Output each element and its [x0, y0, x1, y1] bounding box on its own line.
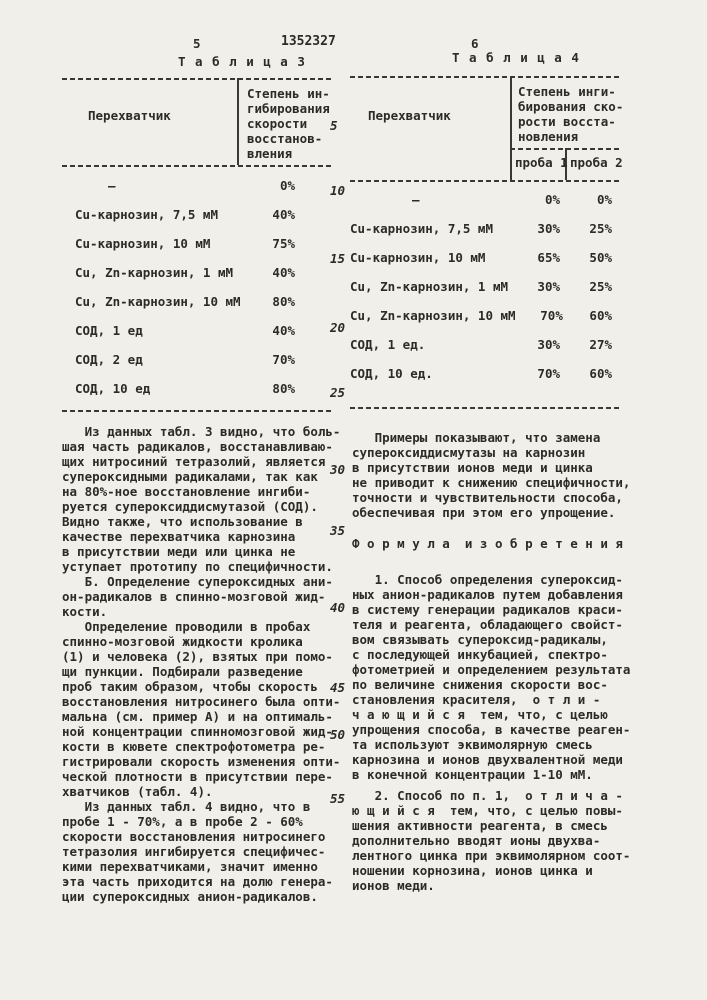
inhibition-value: 40% — [272, 265, 295, 280]
line-number: 10 — [330, 183, 346, 198]
inhibition-value: 0% — [279, 178, 295, 193]
claim-2: 2. Способ по п. 1, о т л и ч а - ю щ и й с я тем, что, с целью повы- шения активности реагента, в смесь дополнительно вводят ионы двухва- лентного цинка при эквимолярном соот- ношении корнозина, ионов цинка и ионов меди. — [352, 788, 631, 893]
scavenger-name: Cu-карнозин, 10 мМ — [350, 250, 486, 265]
line-number: 50 — [330, 727, 346, 742]
table3-col2-header: Степень ин- гибирования скорости восстанов- вления — [247, 86, 330, 161]
table3-caption: Т а б л и ц а 3 — [178, 54, 306, 69]
inhibition-value: 25% — [589, 279, 612, 294]
table-row — [62, 294, 332, 323]
table-row — [62, 352, 332, 381]
inhibition-value: 70% — [537, 366, 560, 381]
scavenger-name: – — [108, 178, 116, 193]
table3-bottom-rule — [62, 410, 332, 412]
inhibition-value: 30% — [537, 221, 560, 236]
line-number: 20 — [330, 320, 346, 335]
table4-rows — [350, 192, 622, 395]
table-row — [350, 279, 622, 308]
table-row — [62, 207, 332, 236]
table4-subheader-proba2: проба 2 — [570, 155, 623, 170]
table4-top-rule — [350, 76, 622, 78]
line-number: 30 — [330, 462, 346, 477]
left-page-number: 5 — [193, 36, 201, 51]
scavenger-name: Cu, Zn-карнозин, 1 мМ — [350, 279, 509, 294]
table3-rows — [62, 178, 332, 410]
line-number: 40 — [330, 600, 346, 615]
line-number: 5 — [330, 118, 338, 133]
paragraph-method: Определение проводили в пробах спинно-мозговой жидкости кролика (1) и человека (2), взятых при помо- щи пункции. Подбирали разведение проб таким образом, чтобы скорость восстановления нитросинего была опти- мальна (см. пример А) и на оптималь- ной концентрации спинномозговой жид- кости в кювете спектрофотометра ре- гистрировали скорость изменения опти- ческой плотности в присутствии пере- хватчиков (табл. 4). — [62, 619, 341, 799]
table-row — [350, 308, 622, 337]
table3-header-rule — [62, 165, 332, 167]
scavenger-name: Cu, Zn-карнозин, 10 мМ — [75, 294, 241, 309]
table-row — [350, 337, 622, 366]
scavenger-name: СОД, 1 ед — [75, 323, 143, 338]
patent-number: 1352327 — [281, 34, 336, 49]
table-row — [350, 250, 622, 279]
table-row — [62, 265, 332, 294]
line-number: 55 — [330, 791, 346, 806]
paragraph-table4-discussion: Из данных табл. 4 видно, что в пробе 1 - 70%, а в пробе 2 - 60% скорости восстановления нитросинего тетразолия ингибируется специфичес- кими перехватчиками, значит именно эта часть приходится на долю генера- ции супероксидных анион-радикалов. — [62, 799, 333, 904]
table-row — [350, 221, 622, 250]
table3-column-divider — [237, 78, 239, 165]
line-number: 45 — [330, 680, 346, 695]
inhibition-value: 40% — [272, 207, 295, 222]
inhibition-value: 70% — [540, 308, 563, 323]
table-row — [62, 178, 332, 207]
inhibition-value: 50% — [589, 250, 612, 265]
inhibition-value: 25% — [589, 221, 612, 236]
scavenger-name: Cu-карнозин, 10 мМ — [75, 236, 211, 251]
line-number: 25 — [330, 385, 346, 400]
inhibition-value: 80% — [272, 294, 295, 309]
scavenger-name: – — [412, 192, 420, 207]
right-page-number: 6 — [471, 36, 479, 51]
scavenger-name: СОД, 1 ед. — [350, 337, 426, 352]
claim-1: 1. Способ определения супероксид- ных анион-радикалов путем добавления в систему генерации радикалов краси- теля и реагента, обладающего свойст- вом связывать супероксид-радикалы, с последующей инкубацией, спектро- фотометрией и определением результата по величине снижения скорости вос- становления красителя, о т л и - ч а ю щ и й с я тем, что, с целью упрощения способа, в качестве реаген- та используют эквимолярную смесь карнозина и ионов двухвалентной меди в конечной концентрации 1-10 мМ. — [352, 572, 631, 782]
table-row — [62, 323, 332, 352]
inhibition-value: 40% — [272, 323, 295, 338]
formula-heading: Ф о р м у л а и з о б р е т е н и я — [352, 536, 623, 551]
scavenger-name: Cu-карнозин, 7,5 мМ — [350, 221, 493, 236]
paragraph-table3-discussion: Из данных табл. 3 видно, что боль- шая часть радикалов, восстанавливаю- щих нитросиний тетразолий, является супероксидными радикалами, так как на 80%-ное восстановление ингиби- руется супероксиддисмутазой (СОД). Видно также, что использование в качестве перехватчика карнозина в присутствии меди или цинка не уступает прототипу по специфичности. — [62, 424, 341, 574]
inhibition-value: 60% — [589, 366, 612, 381]
line-number: 35 — [330, 523, 346, 538]
table4-caption: Т а б л и ц а 4 — [452, 50, 580, 65]
table4-subheader-proba1: проба 1 — [515, 155, 568, 170]
table3-col1-header: Перехватчик — [88, 108, 171, 123]
inhibition-value: 30% — [537, 337, 560, 352]
table-row — [62, 381, 332, 410]
scavenger-name: СОД, 2 ед — [75, 352, 143, 367]
inhibition-value: 0% — [596, 192, 612, 207]
scavenger-name: Cu-карнозин, 7,5 мМ — [75, 207, 218, 222]
inhibition-value: 0% — [544, 192, 560, 207]
inhibition-value: 65% — [537, 250, 560, 265]
scavenger-name: СОД, 10 ед. — [350, 366, 433, 381]
table4-col2-header: Степень инги- бирования ско- рости восста- новления — [518, 84, 624, 144]
scavenger-name: Cu, Zn-карнозин, 1 мМ — [75, 265, 234, 280]
inhibition-value: 70% — [272, 352, 295, 367]
scavenger-name: Cu, Zn-карнозин, 10 мМ — [350, 308, 516, 323]
inhibition-value: 27% — [589, 337, 612, 352]
table4-column-divider — [510, 76, 512, 180]
inhibition-value: 80% — [272, 381, 295, 396]
table-row — [350, 192, 622, 221]
table3-top-rule — [62, 78, 332, 80]
table4-bottom-rule — [350, 407, 622, 409]
scavenger-name: СОД, 10 ед — [75, 381, 151, 396]
left-column — [62, 424, 354, 904]
inhibition-value: 60% — [589, 308, 612, 323]
inhibition-value: 75% — [272, 236, 295, 251]
table4-col1-header: Перехватчик — [368, 108, 451, 123]
paragraph-section-b: Б. Определение супероксидных ани- он-радикалов в спинно-мозговой жид- кости. — [62, 574, 333, 619]
table-row — [350, 366, 622, 395]
table-row — [62, 236, 332, 265]
paragraph-conclusion: Примеры показывают, что замена супероксиддисмутазы на карнозин в присутствии ионов меди и цинка не приводит к снижению специфичности, точности и чувствительности способа, обеспечивая при этом его упрощение. — [352, 430, 631, 520]
line-number: 15 — [330, 251, 346, 266]
right-column — [352, 430, 640, 893]
inhibition-value: 30% — [537, 279, 560, 294]
table4-header-rule — [350, 180, 622, 182]
